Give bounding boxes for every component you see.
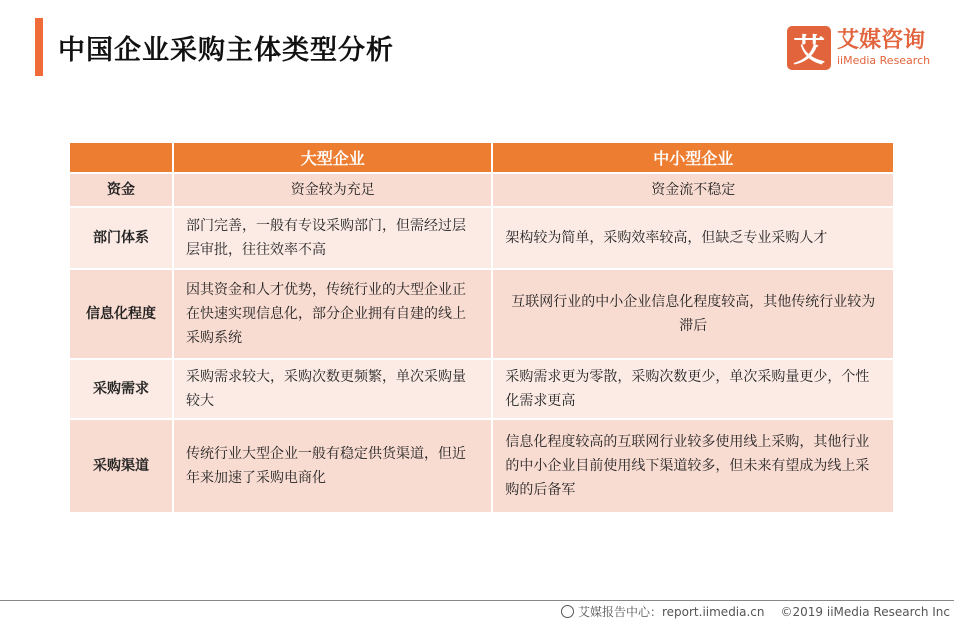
footer: [561, 603, 950, 620]
table-row: [70, 420, 893, 512]
cell-large: 资金较为充足: [172, 174, 491, 206]
table-row: [70, 360, 893, 418]
row-label: 信息化程度: [70, 270, 172, 358]
logo: [787, 26, 930, 70]
footer-source: 艾媒报告中心：report.iimedia.cn: [577, 605, 765, 619]
table-row: [70, 208, 893, 268]
cell-large: 因其资金和人才优势，传统行业的大型企业正在快速实现信息化，部分企业拥有自建的线上采购系统: [172, 270, 491, 358]
cell-sme: 信息化程度较高的互联网行业较多使用线上采购，其他行业的中小企业目前使用线下渠道较多，但未来有望成为线上采购的后备军: [491, 420, 893, 512]
column-header-large: 大型企业: [172, 143, 491, 172]
row-label: 资金: [70, 174, 172, 206]
footer-copyright: ©2019 iiMedia Research Inc: [780, 604, 950, 619]
logo-en: iiMedia Research: [837, 54, 931, 67]
column-header: [70, 143, 172, 172]
table-header: [70, 143, 893, 172]
row-label: 部门体系: [70, 208, 172, 268]
comparison-table: [70, 141, 893, 514]
cell-sme: 采购需求更为零散，采购次数更少，单次采购量更少，个性化需求更高: [491, 360, 893, 418]
page-title: 中国企业采购主体类型分析: [58, 35, 394, 66]
globe-icon: [561, 605, 574, 618]
logo-mark: 艾: [787, 26, 831, 70]
logo-cn: 艾媒咨询: [837, 28, 926, 53]
row-label: 采购需求: [70, 360, 172, 418]
column-header-sme: 中小型企业: [491, 143, 893, 172]
cell-sme: 架构较为简单，采购效率较高，但缺乏专业采购人才: [491, 208, 893, 268]
table-row: [70, 174, 893, 206]
table-row: [70, 270, 893, 358]
cell-large: 采购需求较大，采购次数更频繁，单次采购量较大: [172, 360, 491, 418]
cell-large: 部门完善，一般有专设采购部门，但需经过层层审批，往往效率不高: [172, 208, 491, 268]
row-label: 采购渠道: [70, 420, 172, 512]
cell-sme: 资金流不稳定: [491, 174, 893, 206]
cell-sme: 互联网行业的中小企业信息化程度较高，其他传统行业较为滞后: [491, 270, 893, 358]
title-accent-bar: [35, 18, 43, 76]
footer-divider: [0, 600, 954, 601]
cell-large: 传统行业大型企业一般有稳定供货渠道，但近年来加速了采购电商化: [172, 420, 491, 512]
